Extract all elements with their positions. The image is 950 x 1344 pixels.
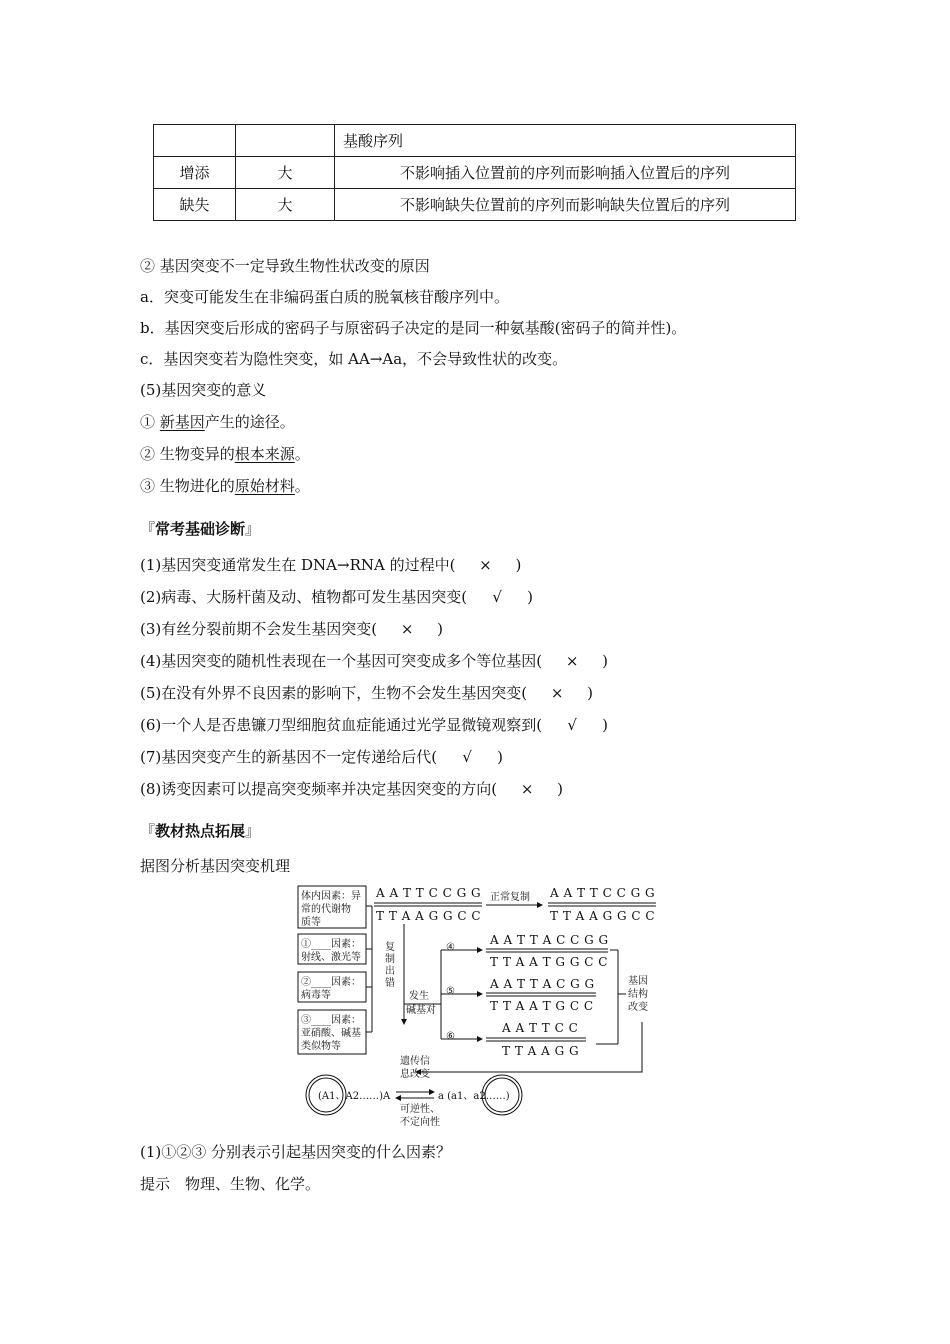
box-line: ②____因素： (301, 977, 361, 988)
table-cell (154, 125, 236, 157)
factor-box-chemical (298, 1010, 366, 1054)
copy-error-label: 制 (385, 954, 395, 965)
diagnosis-item (140, 619, 443, 639)
close-paren: ) (557, 780, 563, 798)
copy-error-label: 复 (385, 942, 395, 953)
significance-title: (5)基因突变的意义 (140, 381, 267, 399)
question-text: (3)有丝分裂前期不会发生基因突变( (140, 620, 378, 638)
item-prefix: ② 生物变异的 (140, 445, 235, 463)
gene-mutation-diagram (296, 884, 664, 1130)
table-cell (236, 125, 335, 157)
answer-key: 新基因 (159, 413, 205, 431)
structure-change-label: 结构 (628, 989, 648, 1000)
box-line: 质等 (301, 917, 321, 928)
diagnosis-item (140, 651, 608, 671)
box-line: 病毒等 (301, 990, 331, 1001)
table-cell: 增添 (154, 157, 236, 189)
answer-mark: √ (462, 748, 472, 766)
structure-change-label: 改变 (628, 1002, 648, 1013)
answer-mark: × (550, 684, 564, 702)
mutation-5 (446, 977, 596, 1013)
diagnosis-item (140, 587, 533, 607)
dna-strand-top: A A T T C C G G (376, 886, 482, 900)
close-paren: ) (497, 748, 503, 766)
mutation-number: ⑤ (446, 986, 455, 997)
dna-strand-top: A A T T A C G G (490, 977, 595, 991)
dna-strand-bottom: T T A A G G (502, 1044, 580, 1058)
close-paren: ) (587, 684, 593, 702)
arrow-label: 正常复制 (490, 892, 530, 903)
box-line: 亚硝酸、碱基 (301, 1028, 361, 1039)
extension-intro: 据图分析基因突变机理 (140, 857, 291, 875)
info-change-label: 息改变 (400, 1069, 430, 1080)
diagnosis-item (140, 555, 521, 575)
item-suffix: 产生的途径。 (204, 413, 295, 431)
box-line: ①____因素： (301, 939, 361, 950)
heading-text: 常考基础诊断 (155, 520, 246, 538)
reason-c: c．基因突变若为隐性突变，如 AA→Aa，不会导致性状的改变。 (140, 350, 568, 368)
reasons-title: ② 基因突变不一定导致生物性状改变的原因 (140, 257, 430, 275)
box-line: 射线、激光等 (301, 952, 361, 963)
question-text: (5)在没有外界不良因素的影响下，生物不会发生基因突变( (140, 684, 528, 702)
box-line: 类似物等 (301, 1041, 341, 1052)
factor-box-internal (298, 886, 366, 928)
answer-mark: × (400, 620, 414, 638)
question-text: (7)基因突变产生的新基因不一定传递给后代( (140, 748, 438, 766)
reason-b: b．基因突变后形成的密码子与原密码子决定的是同一种氨基酸(密码子的简并性)。 (140, 319, 687, 337)
info-change-label: 遗传信 (400, 1056, 430, 1067)
diagnosis-item (140, 715, 608, 735)
dna-strand-bottom: T T A A T G G C C (490, 955, 608, 969)
heading-text: 教材热点拓展 (155, 822, 246, 840)
allele-left-text: (A1、A2……)A (318, 1091, 391, 1102)
reversible-label: 可逆性、 (400, 1104, 440, 1115)
section-heading-diagnosis: 『常考基础诊断』 (140, 520, 261, 538)
structure-change-label: 基因 (628, 976, 648, 987)
question-text: (1)基因突变通常发生在 DNA→RNA 的过程中( (140, 556, 456, 574)
question-text: (8)诱变因素可以提高突变频率并决定基因突变的方向( (140, 780, 498, 798)
mutation-type-table (153, 124, 796, 221)
factor-box-biological (298, 972, 366, 1002)
base-pair-label: 发生 (409, 991, 429, 1002)
answer-mark: × (520, 780, 534, 798)
reason-a: a．突变可能发生在非编码蛋白质的脱氧核苷酸序列中。 (140, 288, 509, 306)
table-cell: 不影响插入位置前的序列而影响插入位置后的序列 (335, 157, 796, 189)
base-pair-label: 碱基对 (406, 1005, 436, 1016)
allele-right-text: a (a1、a2……) (438, 1091, 510, 1102)
item-suffix: 。 (294, 445, 310, 463)
dna-strand-top: A A T T C C (502, 1021, 579, 1035)
factor-brace (366, 906, 372, 1032)
box-line: 体内因素：异 (301, 891, 361, 902)
dna-strand-top: A A T T C C G G (550, 886, 656, 900)
significance-item-3 (140, 476, 310, 496)
table-cell: 不影响缺失位置前的序列而影响缺失位置后的序列 (335, 189, 796, 221)
item-prefix: ③ 生物进化的 (140, 477, 235, 495)
dna-strand-bottom: T T A A G G C C (550, 909, 656, 923)
copy-error-label: 出 (385, 966, 395, 977)
item-suffix: 。 (294, 477, 310, 495)
table-cell: 缺失 (154, 189, 236, 221)
original-dna (374, 886, 482, 923)
box-line: ③____因素： (301, 1015, 361, 1026)
close-paren: ) (515, 556, 522, 574)
table-row (154, 125, 796, 157)
diagnosis-item (140, 747, 503, 767)
mutation-number: ⑥ (446, 1031, 455, 1042)
answer-key: 原始材料 (234, 477, 295, 495)
extension-question: (1)①②③ 分别表示引起基因突变的什么因素？ (140, 1143, 452, 1161)
reversible-label: 不定向性 (400, 1117, 440, 1128)
normal-replication-arrow (486, 890, 542, 905)
answer-key: 根本来源 (234, 445, 295, 463)
mutation-number: ④ (446, 942, 455, 953)
table-cell: 大 (236, 157, 335, 189)
table-row (154, 157, 796, 189)
close-paren: ) (437, 620, 443, 638)
diagnosis-item (140, 683, 593, 703)
answer-mark: × (565, 652, 579, 670)
box-line: 常的代谢物 (301, 904, 351, 915)
question-text: (4)基因突变的随机性表现在一个基因可突变成多个等位基因( (140, 652, 543, 670)
section-heading-extension: 『教材热点拓展』 (140, 822, 261, 840)
question-text: (2)病毒、大肠杆菌及动、植物都可发生基因突变( (140, 588, 468, 606)
significance-item-1 (140, 412, 295, 432)
close-paren: ) (527, 588, 533, 606)
mutation-4 (446, 933, 609, 969)
table-cell: 基酸序列 (335, 125, 796, 157)
reversible-arrows (396, 1092, 434, 1098)
copy-error-label: 错 (385, 978, 395, 989)
question-text: (6)一个人是否患镰刀型细胞贫血症能通过光学显微镜观察到( (140, 716, 543, 734)
diagnosis-item (140, 779, 563, 799)
dna-strand-top: A A T T A C C G G (490, 933, 609, 947)
replicated-dna (548, 886, 656, 923)
close-paren: ) (602, 716, 608, 734)
dna-strand-bottom: T T A A G G C C (376, 909, 482, 923)
extension-answer: 提示 物理、生物、化学。 (140, 1175, 321, 1193)
factor-box-physical (298, 934, 366, 964)
close-paren: ) (602, 652, 608, 670)
answer-mark: √ (567, 716, 577, 734)
item-prefix: ① (140, 413, 160, 431)
table-row (154, 189, 796, 221)
table-cell: 大 (236, 189, 335, 221)
answer-mark: × (479, 556, 492, 574)
dna-strand-bottom: T T A A T G C C (490, 999, 594, 1013)
significance-item-2 (140, 444, 310, 464)
answer-mark: √ (492, 588, 502, 606)
